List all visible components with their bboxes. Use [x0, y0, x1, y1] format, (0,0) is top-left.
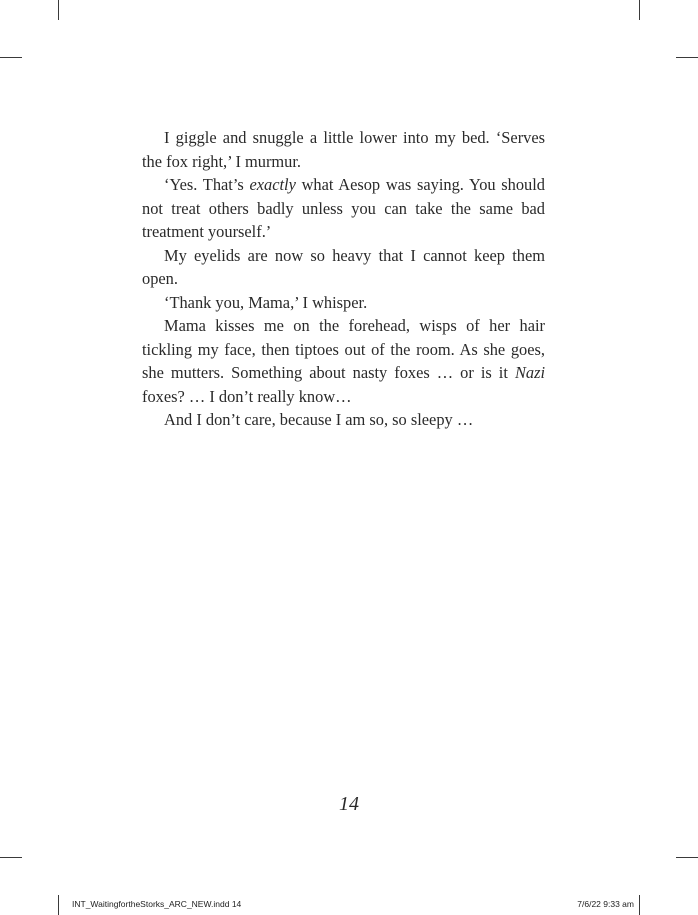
italic-text: exactly [249, 175, 296, 194]
crop-mark-left-bottom [0, 857, 22, 858]
paragraph [142, 244, 545, 291]
paragraph [142, 408, 545, 432]
crop-mark-bottom-left [58, 895, 59, 915]
crop-mark-left-top [0, 57, 22, 58]
body-text [142, 126, 545, 432]
text-run: foxes? … I don’t really know… [142, 386, 352, 406]
paragraph [142, 291, 545, 315]
crop-mark-right-top [676, 57, 698, 58]
crop-mark-top-left [58, 0, 59, 20]
italic-text: Nazi [514, 363, 545, 382]
page-number: 14 [339, 793, 359, 815]
paragraph [142, 314, 545, 408]
crop-mark-bottom-right [639, 895, 640, 915]
text-run: ‘Thank you, Mama,’ I whisper. [164, 292, 368, 312]
text-run: ‘Yes. That’s [164, 175, 250, 194]
crop-mark-top-right [639, 0, 640, 20]
crop-mark-right-bottom [676, 857, 698, 858]
slug-timestamp: 7/6/22 9:33 am [577, 899, 634, 909]
text-run: what Aesop was saying. You should not treat others badly unless you can take the same bad treatment yourself.’ [142, 175, 545, 241]
text-run: My eyelids are now so heavy that I cannot keep them open. [142, 245, 545, 288]
paragraph [142, 173, 545, 244]
text-run: Mama kisses me on the forehead, wisps of her hair tickling my face, then tiptoes out of the room. As she goes, she mutters. Something about nasty foxes … or is it [142, 316, 545, 382]
text-run: And I don’t care, because I am so, so sleepy … [164, 410, 474, 429]
slug-filename: INT_WaitingfortheStorks_ARC_NEW.indd 14 [72, 899, 242, 909]
text-run: I giggle and snuggle a little lower into my bed. ‘Serves the fox right,’ I murmur. [142, 128, 545, 171]
paragraph [142, 126, 545, 173]
